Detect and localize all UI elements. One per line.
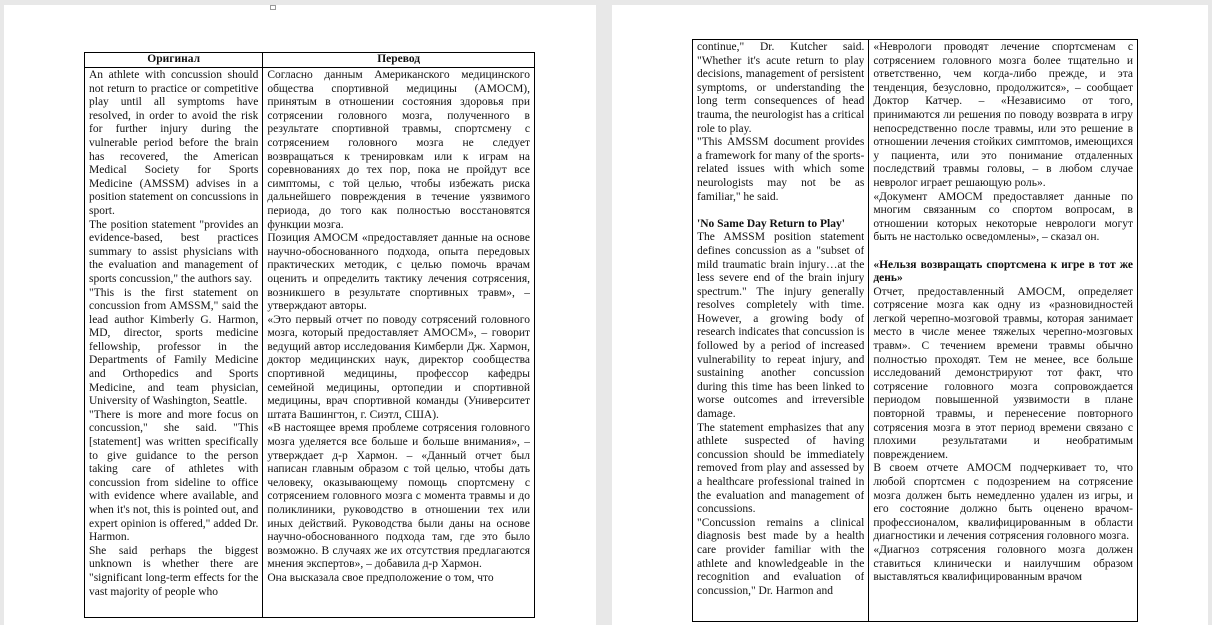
cursor-marker (270, 5, 276, 10)
header-original: Оригинал (85, 53, 263, 68)
original-paragraph: "This is the first statement on concussion from AMSSM," said the lead author Kimberly G. Harmon, MD, director, sports medicine fellowship, professor in the Departments of Family Medicine and Orthopedics and Sports Medicine, and team physician, University of Washington, Seattle. (89, 286, 259, 408)
translation-paragraph: Согласно данным Американского медицинского общества спортивной медицины (АМОСМ), принятым в отношении состояния здоровья при сотрясении головного мозга, полученного в результате спортивной травмы, спортсмену с сотрясением головного мозга не следует возвращаться к тренировкам или к играм на соревнованиях до тех пор, пока не пройдут все симптомы, с той целью, чтобы избежать риска дальнейшего повреждения в течение уязвимого периода, до того как полностью восстановятся функции мозга. (267, 69, 530, 231)
translation-cell[interactable] (869, 40, 1138, 622)
original-cell[interactable] (85, 68, 263, 618)
document-page-1 (4, 5, 596, 625)
table-row (85, 68, 535, 618)
translation-paragraph: «Документ АМОСМ предоставляет данные по многим связанным со спортом вопросам, в отношении которых некоторые неврологи могут быть не настолько осведомлены», – сказал он. (873, 190, 1133, 244)
original-paragraph: continue," Dr. Kutcher said. "Whether it's acute return to play decisions, management of persistent symptoms, or understanding the long term consequences of head trauma, the neurologist has a critical role to play. (697, 41, 865, 135)
translation-table-page-1 (84, 52, 535, 618)
original-paragraph: "Concussion remains a clinical diagnosis best made by a health care provider familiar with the athlete and knowledgeable in the recognition and evaluation of concussion," Dr. Harmon and (697, 516, 865, 597)
original-paragraph: The statement emphasizes that any athlete suspected of having concussion should be immediately removed from play and assessed by a healthcare professional trained in the evaluation and management of concussions. (697, 421, 865, 516)
translation-paragraph: «Это первый отчет по поводу сотрясений головного мозга, который предоставляет АМОСМ», – говорит ведущий автор исследования Кимберли Дж. Хармон, доктор медицинских наук, директор сообщества спортивной медицины, профессор кафедры семейной медицины, ортопедии и спортивной медицины, врач спортивной команды (Университет штата Вашингтон, г. Сиэтл, США). (267, 313, 530, 421)
original-paragraph: An athlete with concussion should not return to practice or competitive play until all symptoms have resolved, in order to avoid the risk for further injury during the vulnerable period before the brain has recovered, the American Medical Society for Sports Medicine (AMSSM) advises in a position statement on concussions in sport. (89, 69, 259, 217)
translation-cell[interactable] (263, 68, 535, 618)
original-blank-line (697, 204, 864, 218)
translation-paragraph: В своем отчете АМОСМ подчеркивает то, что любой спортсмен с подозрением на сотрясение мозга должен быть немедленно удален из игры, и его состояние должно быть оценено врачом-профессионалом, квалифицированным в области диагностики и лечения сотрясения головного мозга. (873, 462, 1133, 543)
original-heading: 'No Same Day Return to Play' (697, 217, 845, 230)
translation-paragraph: «В настоящее время проблеме сотрясения головного мозга уделяется все больше и больше внимания», – утверждает д-р Хармон. – «Данный отчет был написан главным образом с той целью, чтобы дать человеку, оказывающему помощь спортсмену с сотрясением головного мозга с момента травмы и до поликлиники, руководство в отношении тех или иных действий. Руководства были даны на основе научно-обоснованного подхода там, где это было возможно. В случаях же их отсутствия предлагаются мнения экспертов», – добавила д-р Хармон. (267, 422, 530, 571)
original-cell[interactable] (693, 40, 869, 622)
original-paragraph: The position statement "provides an evidence-based, best practices summary to assist physicians with the evaluation and management of sports concussion," the authors say. (89, 218, 259, 285)
translation-paragraph: Позиция АМОСМ «предоставляет данные на основе научно-обоснованного подхода, опыта передовых практических методик, с целью помочь врачам оценить и определить тактику лечения сотрясения, возникшего в результате спортивных травм», – утверждают авторы. (267, 232, 530, 313)
translation-paragraph: «Диагноз сотрясения головного мозга должен ставиться клинически и наилучшим образом выставляться квалифицированным врачом (873, 543, 1133, 584)
original-paragraph: "There is more and more focus on concussion," she said. "This [statement] was written specifically to give guidance to the person taking care of athletes with concussion from sideline to office with evidence where available, and when it's not, this is pointed out, and expert opinion is offered," added Dr. Harmon. (89, 408, 259, 544)
table-header-row (85, 53, 535, 68)
translation-paragraph: Она высказала свое предположение о том, что (267, 571, 494, 584)
translation-table-page-2 (692, 39, 1138, 622)
original-paragraph: She said perhaps the biggest unknown is whether there are "significant long-term effects for the vast majority of people who (89, 544, 259, 598)
original-paragraph: "This AMSSM document provides a framework for many of the sports-related issues with which some neurologists may not be as familiar," he said. (697, 136, 865, 203)
translation-paragraph: Отчет, предоставленный АМОСМ, определяет сотрясение мозга как одну из «разновидностей легкой черепно-мозговой травмы, которая занимает место в числе менее тяжелых черепно-мозговых травм». С течением времени травмы обычно полностью проходят. Тем не менее, все больше исследований демонстрируют тот факт, что сотрясение головного мозга сопровождается периодом повышенной уязвимости в плане повторной травмы, и перенесение повторного сотрясения мозга в этот период времени связано с плохими результатами и необратимым повреждением. (873, 285, 1133, 461)
document-page-2 (612, 5, 1208, 625)
translation-paragraph: «Неврологи проводят лечение спортсменам с сотрясением головного мозга более тщательно и ответственно, чем когда-либо прежде, и эта тенденция, безусловно, продолжится», – сообщает Доктор Катчер. – «Независимо от того, принимаются ли решения по поводу возврата в игру непосредственно после травмы, или это решение в отношении лечения стойких симптомов, имеющихся у пациента, или это понимание отдаленных последствий травмы головы, – в любом случае невролог играет решающую роль». (873, 41, 1133, 189)
header-translation: Перевод (263, 53, 535, 68)
translation-blank-line (873, 245, 1133, 259)
original-paragraph: The AMSSM position statement defines concussion as a "subset of mild traumatic brain injury…at the less severe end of the brain injury spectrum." The injury generally resolves completely with time. However, a growing body of research indicates that concussion is followed by a period of increased vulnerability to repeat injury, and sustaining another concussion during this time has been linked to worse outcomes and irreversible damage. (697, 231, 865, 421)
translation-heading: «Нельзя возвращать спортсмена к игре в тот же день» (873, 258, 1133, 285)
table-row (693, 40, 1138, 622)
